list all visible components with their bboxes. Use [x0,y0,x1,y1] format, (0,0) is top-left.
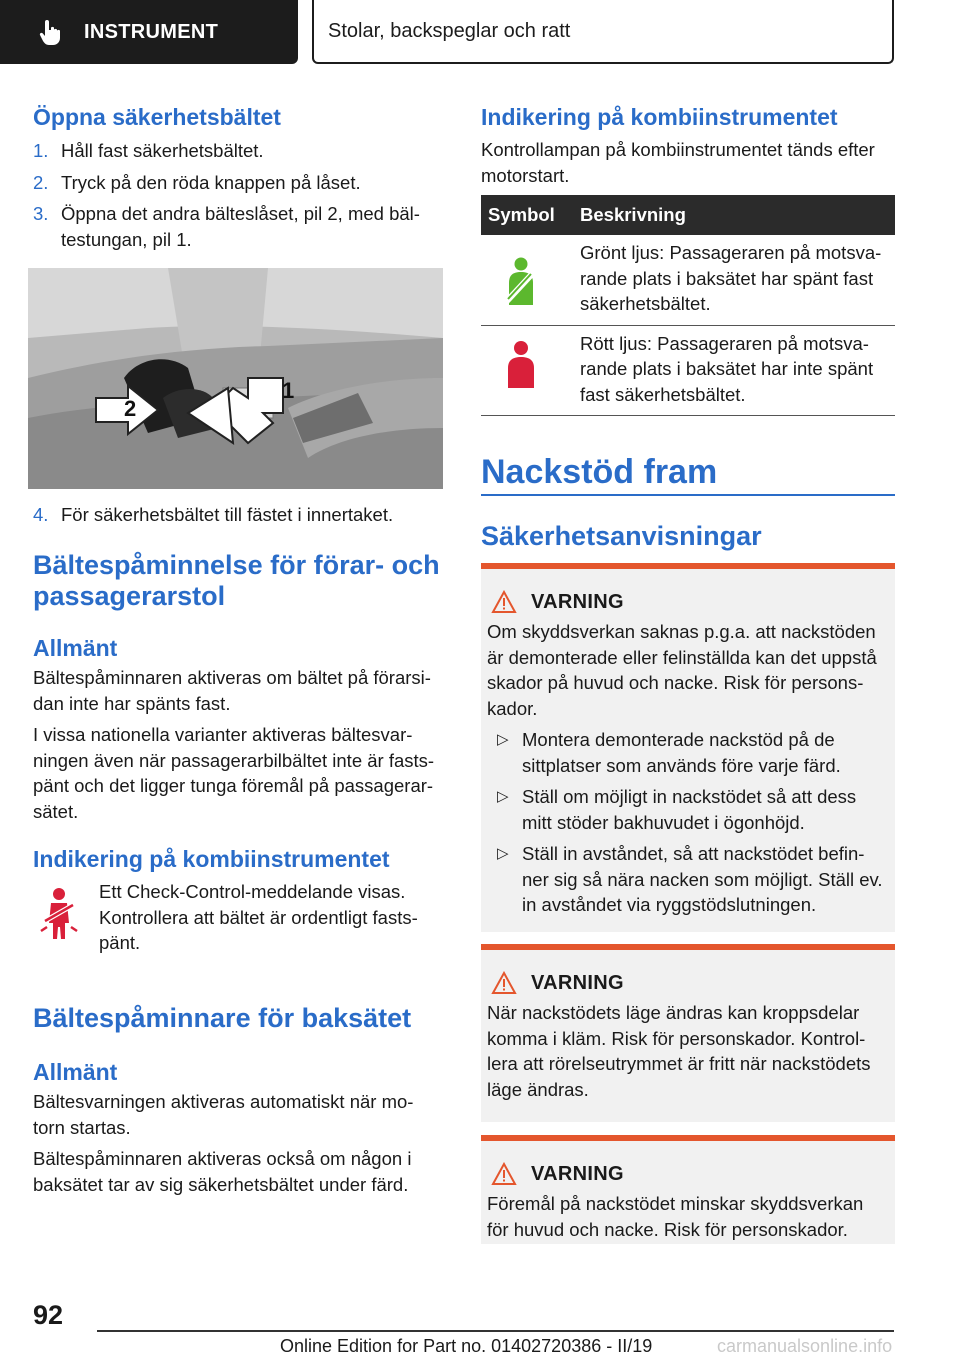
table-header [481,195,895,235]
chapter-title: Stolar, backspeglar och ratt [328,19,571,42]
page-number: 92 [33,1300,64,1330]
bullet-text: Ställ in avståndet, så att nackstödet befin-ner sig så nära nacken som möjligt. Ställ ev. in avståndet via ryggstödslutningen. [522,843,883,915]
step-text: Öppna det andra bälteslåset, pil 2, med bäl-testungan, pil 1. [61,203,420,250]
safety-heading: Säkerhetsanvisningar [481,520,762,551]
indicator-text: Ett Check-Control-meddelande visas. Kontrollera att bältet är ordentligt fasts-pänt. [99,881,418,953]
step-number: 4. [33,504,49,525]
arrow-label-1: 1 [282,378,295,403]
general-heading: Allmänt [33,635,118,661]
warning-text: När nackstödets läge ändras kan kroppsdelar komma i kläm. Risk för personskador. Kontrol-lera att rörelseutrymmet är fritt när nackstödets läge ändras. [487,1002,871,1100]
bullet-icon: ▷ [497,731,509,748]
paragraph: I vissa nationella varianter aktiveras bältesvar-ningen även när passagerarbilbältet inte är fasts-pänt och det ligger tunga föremål på passagerar-sätet. [33,724,435,822]
step-item [33,138,443,164]
green-seatbelt-icon [503,257,539,307]
headrest-section [481,452,895,552]
open-belt-section [33,102,443,258]
warning-label: VARNING [531,971,624,994]
bullet-text: Ställ om möjligt in nackstödet så att dess mitt stöder bakhuvudet i ögonhöjd. [522,786,857,833]
title-rule [481,494,895,496]
paragraph: Bältespåminnaren aktiveras om bältet på förarsi-dan inte har spänts fast. [33,667,431,714]
step-item [33,502,443,528]
table-row [481,325,895,416]
list-item [487,727,885,778]
paragraph: Bältesvarningen aktiveras automatiskt när mo-torn startas. [33,1091,414,1138]
warning-title [487,970,885,996]
warning-bullets [487,727,885,918]
warning-label: VARNING [531,590,624,613]
warning-title [487,589,885,615]
section-title: INSTRUMENT [84,20,219,43]
warning-text: Föremål på nackstödet minskar skyddsverkan för huvud och nacke. Risk för personskador. [487,1193,864,1240]
reminder-rear-section [33,1003,443,1197]
bullet-icon: ▷ [497,845,509,862]
reminder-rear-heading: Bältespåminnare för baksätet [33,1003,412,1033]
warning-triangle-icon [491,590,517,614]
step-text: Tryck på den röda knappen på låset. [61,171,361,193]
description-cell: Grönt ljus: Passageraren på motsva-rande plats i baksätet har spänt fast säkerhetsbältet. [580,235,895,325]
headrest-title: Nackstöd fram [481,453,718,491]
warning-box [481,563,895,932]
open-belt-heading: Öppna säkerhetsbältet [33,104,281,130]
warning-label: VARNING [531,1162,624,1185]
list-item [487,841,885,918]
bullet-icon: ▷ [497,788,509,805]
reminder-front-section [33,550,443,959]
indicator-intro: Kontrollampan på kombiinstrumentet tänds efter motorstart. [481,139,875,186]
step-item [33,170,443,196]
col-description: Beskrivning [580,195,895,235]
warning-box [481,944,895,1122]
bullet-text: Montera demonterade nackstöd på de sittplatser som används före varje färd. [522,729,841,776]
step-item [33,201,443,252]
warning-triangle-icon [491,1162,517,1186]
section-tab [0,0,298,64]
list-item [487,784,885,835]
reminder-front-heading: Bältespåminnelse för förar- och passagerarstol [33,550,440,611]
chapter-tab [312,0,894,64]
buckle-illustration [28,268,443,489]
indicator-heading: Indikering på kombiinstrumentet [481,104,838,130]
warning-box [481,1135,895,1244]
warning-title [487,1161,885,1187]
col-symbol: Symbol [481,195,580,235]
symbol-table [481,195,895,416]
indicator-section [481,102,895,188]
steps-list [33,138,443,252]
step-number: 1. [33,140,49,161]
table-row [481,235,895,325]
hand-icon [38,18,64,46]
warning-triangle-icon [491,971,517,995]
edition-text: Online Edition for Part no. 01402720386 - II/19 [280,1336,653,1356]
step-number: 2. [33,171,49,193]
step-number: 3. [33,203,49,224]
seatbelt-buckle-photo [28,268,443,489]
step-4 [33,502,443,534]
indicator-heading: Indikering på kombiinstrumentet [33,846,390,872]
step-text: För säkerhetsbältet till fästet i innertaket. [61,504,394,525]
warning-text: Om skyddsverkan saknas p.g.a. att nackstöden är demonterade eller felinställda kan det uppstå skador på huvud och nacke. Risk för persons-kador. [487,621,877,719]
description-cell: Rött ljus: Passageraren på motsva-rande plats i baksätet har inte spänt fast säkerhetsbältet. [580,325,895,416]
watermark: carmanualsonline.info [717,1336,893,1356]
red-seatbelt-icon [503,340,539,390]
seatbelt-warning-icon [39,887,79,941]
symbol-cell [481,325,580,416]
step-text: Håll fast säkerhetsbältet. [61,140,264,161]
footer-rule [97,1330,894,1332]
symbol-cell [481,235,580,325]
paragraph: Bältespåminnaren aktiveras också om någon i baksätet tar av sig säkerhetsbältet under färd. [33,1148,412,1195]
arrow-label-2: 2 [124,396,137,421]
indicator-block [33,875,443,959]
general-heading: Allmänt [33,1059,118,1085]
